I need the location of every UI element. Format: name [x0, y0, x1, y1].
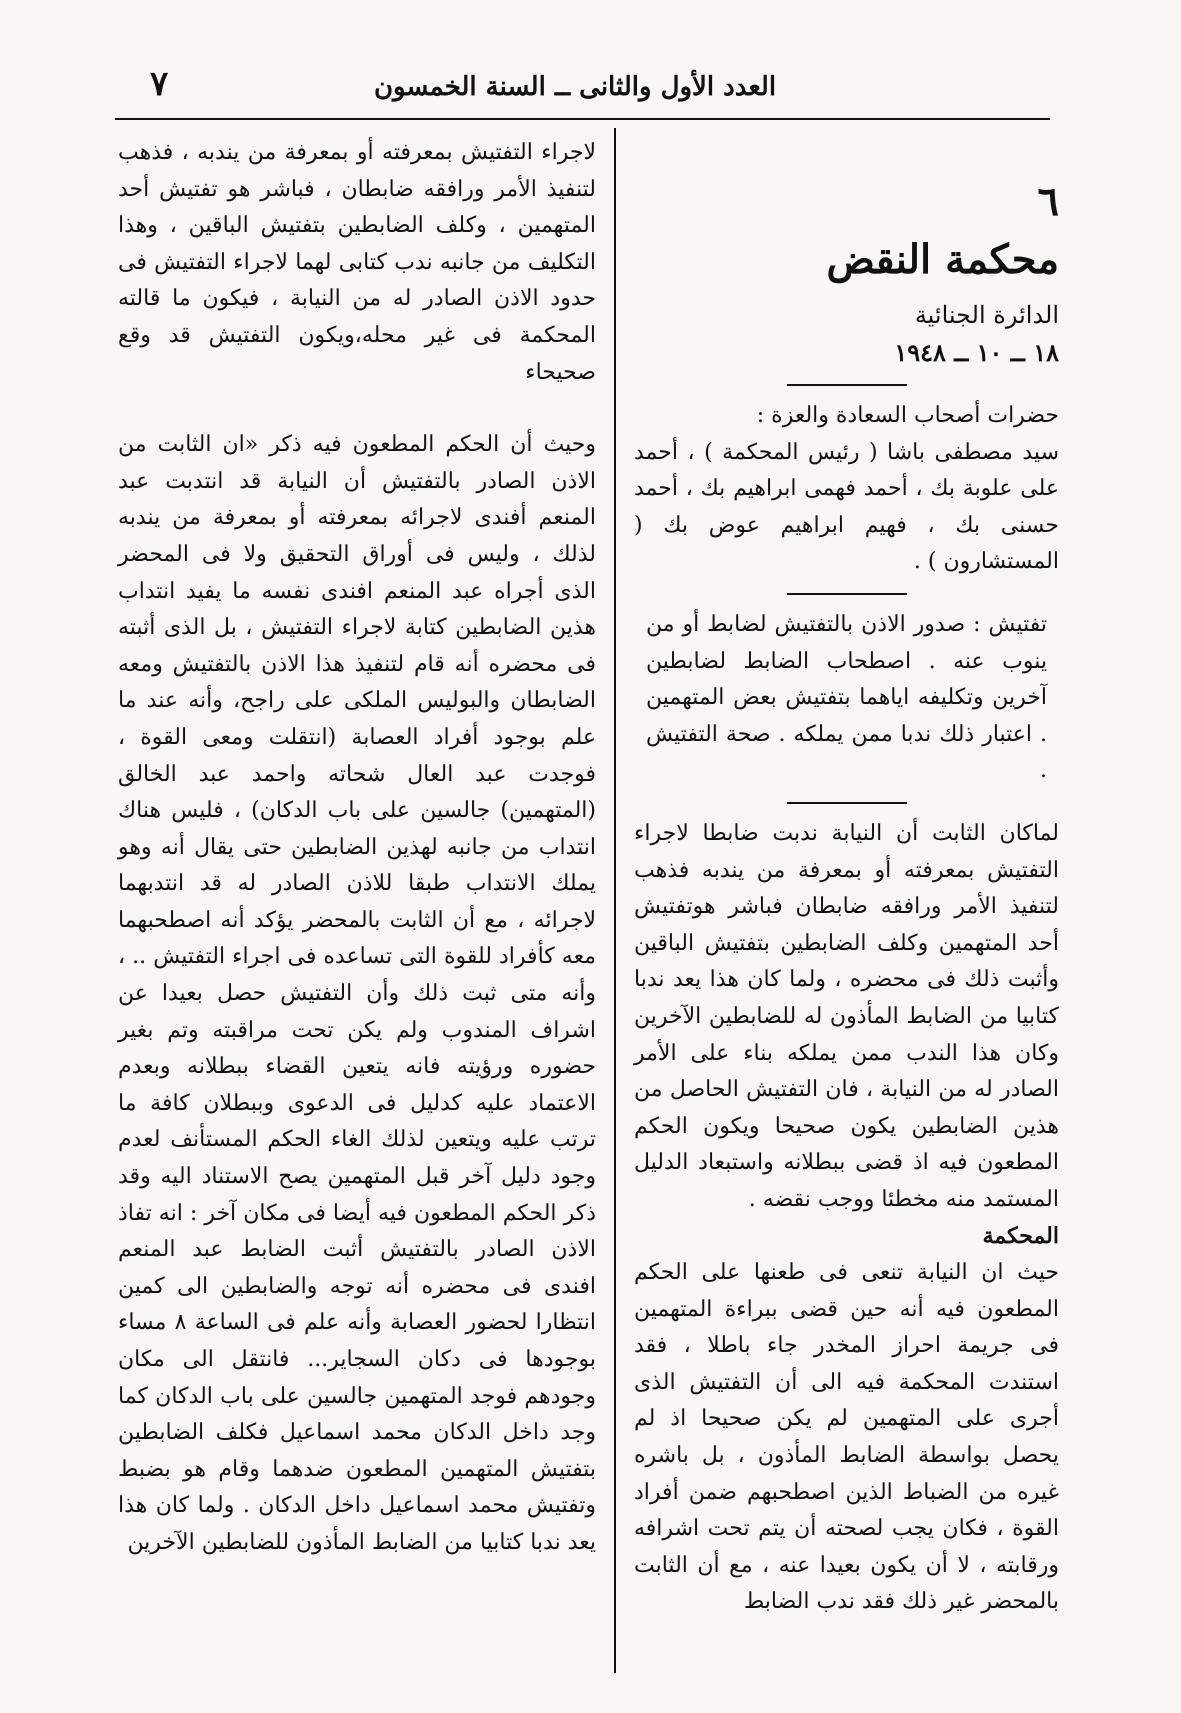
- column-divider: [614, 128, 616, 1673]
- judgment-date: ١٨ ــ ١٠ ــ ١٩٤٨: [894, 338, 1059, 367]
- page-number: ٧: [150, 64, 169, 104]
- judgment-continuation: لاجراء التفتيش بمعرفته أو بمعرفة من يندبه ، فذهب لتنفيذ الأمر ورافقه ضابطان ، فباشر هو تفتيش أحد المتهمين ، وكلف الضابطين بتفتيش الباقين ، وهذا التكليف من جانبه ندب كتابى لهما لاجراء التفتيش فى حدود الاذن الصادر له من النيابة ، فيكون ما قالته المحكمة فى غير محله،ويكون التفتيش قد وقع صحيحاء: [118, 140, 596, 385]
- presence-intro: حضرات أصحاب السعادة والعزة :: [756, 403, 1059, 428]
- header-rule: [115, 118, 1050, 120]
- chamber-name: الدائرة الجنائية: [914, 301, 1059, 329]
- running-title: العدد الأول والثانى ــ السنة الخمسون: [373, 72, 777, 102]
- section-heading: المحكمة: [982, 1223, 1059, 1250]
- title-rule: [787, 384, 907, 386]
- case-summary: تفتيش : صدور الاذن بالتفتيش لضابط أو من ينوب عنه . اصطحاب الضابط لضابطين آخرين وتكليفه اياهما بتفتيش بعض المتهمين . اعتبار ذلك ندبا ممن يملكه . صحة التفتيش .: [646, 611, 1047, 784]
- right-column: [634, 178, 1059, 1621]
- summary-rule: [787, 802, 907, 804]
- case-number: ٦: [1037, 178, 1059, 225]
- presence-names: سيد مصطفى باشا ( رئيس المحكمة ) ، أحمد على علوبة بك ، أحمد فهمى ابراهيم بك ، أحمد حسنى بك ، فهيم ابراهيم عوض بك ( المستشارون ) .: [634, 439, 1059, 575]
- page-header: [110, 62, 1040, 112]
- judgment-text-start: حيث ان النيابة تنعى فى طعنها على الحكم المطعون فيه أنه حين قضى ببراءة المتهمين فى جريمة احراز المخدر جاء باطلا ، فقد استندت المحكمة فيه الى أن التفتيش الذى أجرى على المتهمين لم يكن صحيحا اذ لم يحصل بواسطة الضابط المأذون ، بل باشره غيره من الضباط الذين اصطحبهم ضمن أفراد القوة ، فكان يجب لصحته أن يتم تحت اشرافه ورقابته ، لا أن يكون بعيدا عنه ، مع أن الثابت بالمحضر غير ذلك فقد ندب الضابط: [634, 1260, 1059, 1615]
- judgment-second-paragraph: وحيث أن الحكم المطعون فيه ذكر «ان الثابت من الاذن الصادر بالتفتيش أن النيابة قد انتدبت عبد المنعم أفندى لاجرائه بمعرفته أو بمعرفة من يندبه لذلك ، وليس فى أوراق التحقيق ولا فى المحضر الذى أجراه عبد المنعم افندى نفسه ما يفيد انتداب هذين الضابطين كتابة لاجراء التفتيش ، بل الذى أثبته فى محضره أنه قام لتنفيذ هذا الاذن بالتفتيش ومعه الضابطان والبوليس الملكى على راجح، وأنه عند ما علم بوجود أفراد العصابة (انتقلت ومعى القوة ، فوجدت عبد العال شحاته واحمد عبد الخالق (المتهمين) جالسين على باب الدكان) ، فليس هناك انتداب من جانبه لهذين الضابطين حتى يقال أنه وهو يملك الانتداب طبقا للاذن الصادر له قد انتدبهما لاجرائه ، مع أن الثابت بالمحضر يؤكد أنه اصطحبهما معه كأفراد للقوة التى تساعده فى اجراء التفتيش .. ، وأنه متى ثبت ذلك وأن التفتيش حصل بعيدا عن اشراف المندوب ولم يكن تحت مراقبته وتم بغير حضوره ورؤيته فانه يتعين القضاء ببطلانه وبعدم الاعتماد عليه كدليل فى الدعوى وببطلان كافة ما ترتب عليه ويتعين لذلك الغاء الحكم المستأنف لعدم وجود دليل آخر قبل المتهمين يصح الاستناد اليه وقد ذكر الحكم المطعون فيه أيضا فى مكان آخر : انه تفاذ الاذن الصادر بالتفتيش أثبت الضابط عبد المنعم افندى فى محضره أنه توجه والضابطين الى كمين انتظارا لحضور العصابة وأنه علم فى الساعة ٨ مساء بوجودها فى دكان السجاير... فانتقل الى مكان وجودهم فوجد المتهمين جالسين على باب الدكان كما وجد داخل الدكان محمد اسماعيل فكلف الضابطين بتفتيش المتهمين المطعون ضدهما وقام هو بضبط وتفتيش محمد اسماعيل داخل الدكان . ولما كان هذا يعد ندبا كتابيا من الضابط المأذون للضابطين الآخرين: [118, 432, 597, 1555]
- presence-rule: [787, 593, 907, 595]
- court-name: محكمة النقض: [826, 236, 1059, 283]
- legal-principle: لماكان الثابت أن النيابة ندبت ضابطا لاجراء التفتيش بمعرفته أو بمعرفة من يندبه فذهب لتنفيذ الأمر ورافقه ضابطان فباشر هوتفتيش أحد المتهمين وكلف الضابطين بتفتيش الباقين وأثبت ذلك فى محضره ، ولما كان هذا يعد ندبا كتابيا من الضابط المأذون له للضابطين الآخرين وكان هذا الندب ممن يملكه بناء على الأمر الصادر له من النيابة ، فان التفتيش الحاصل من هذين الضابطين يكون صحيحا ويكون الحكم المطعون فيه اذ قضى ببطلانه واستبعاد الدليل المستمد منه مخطئا ووجب نقضه .: [634, 820, 1059, 1212]
- left-column: [118, 135, 596, 1562]
